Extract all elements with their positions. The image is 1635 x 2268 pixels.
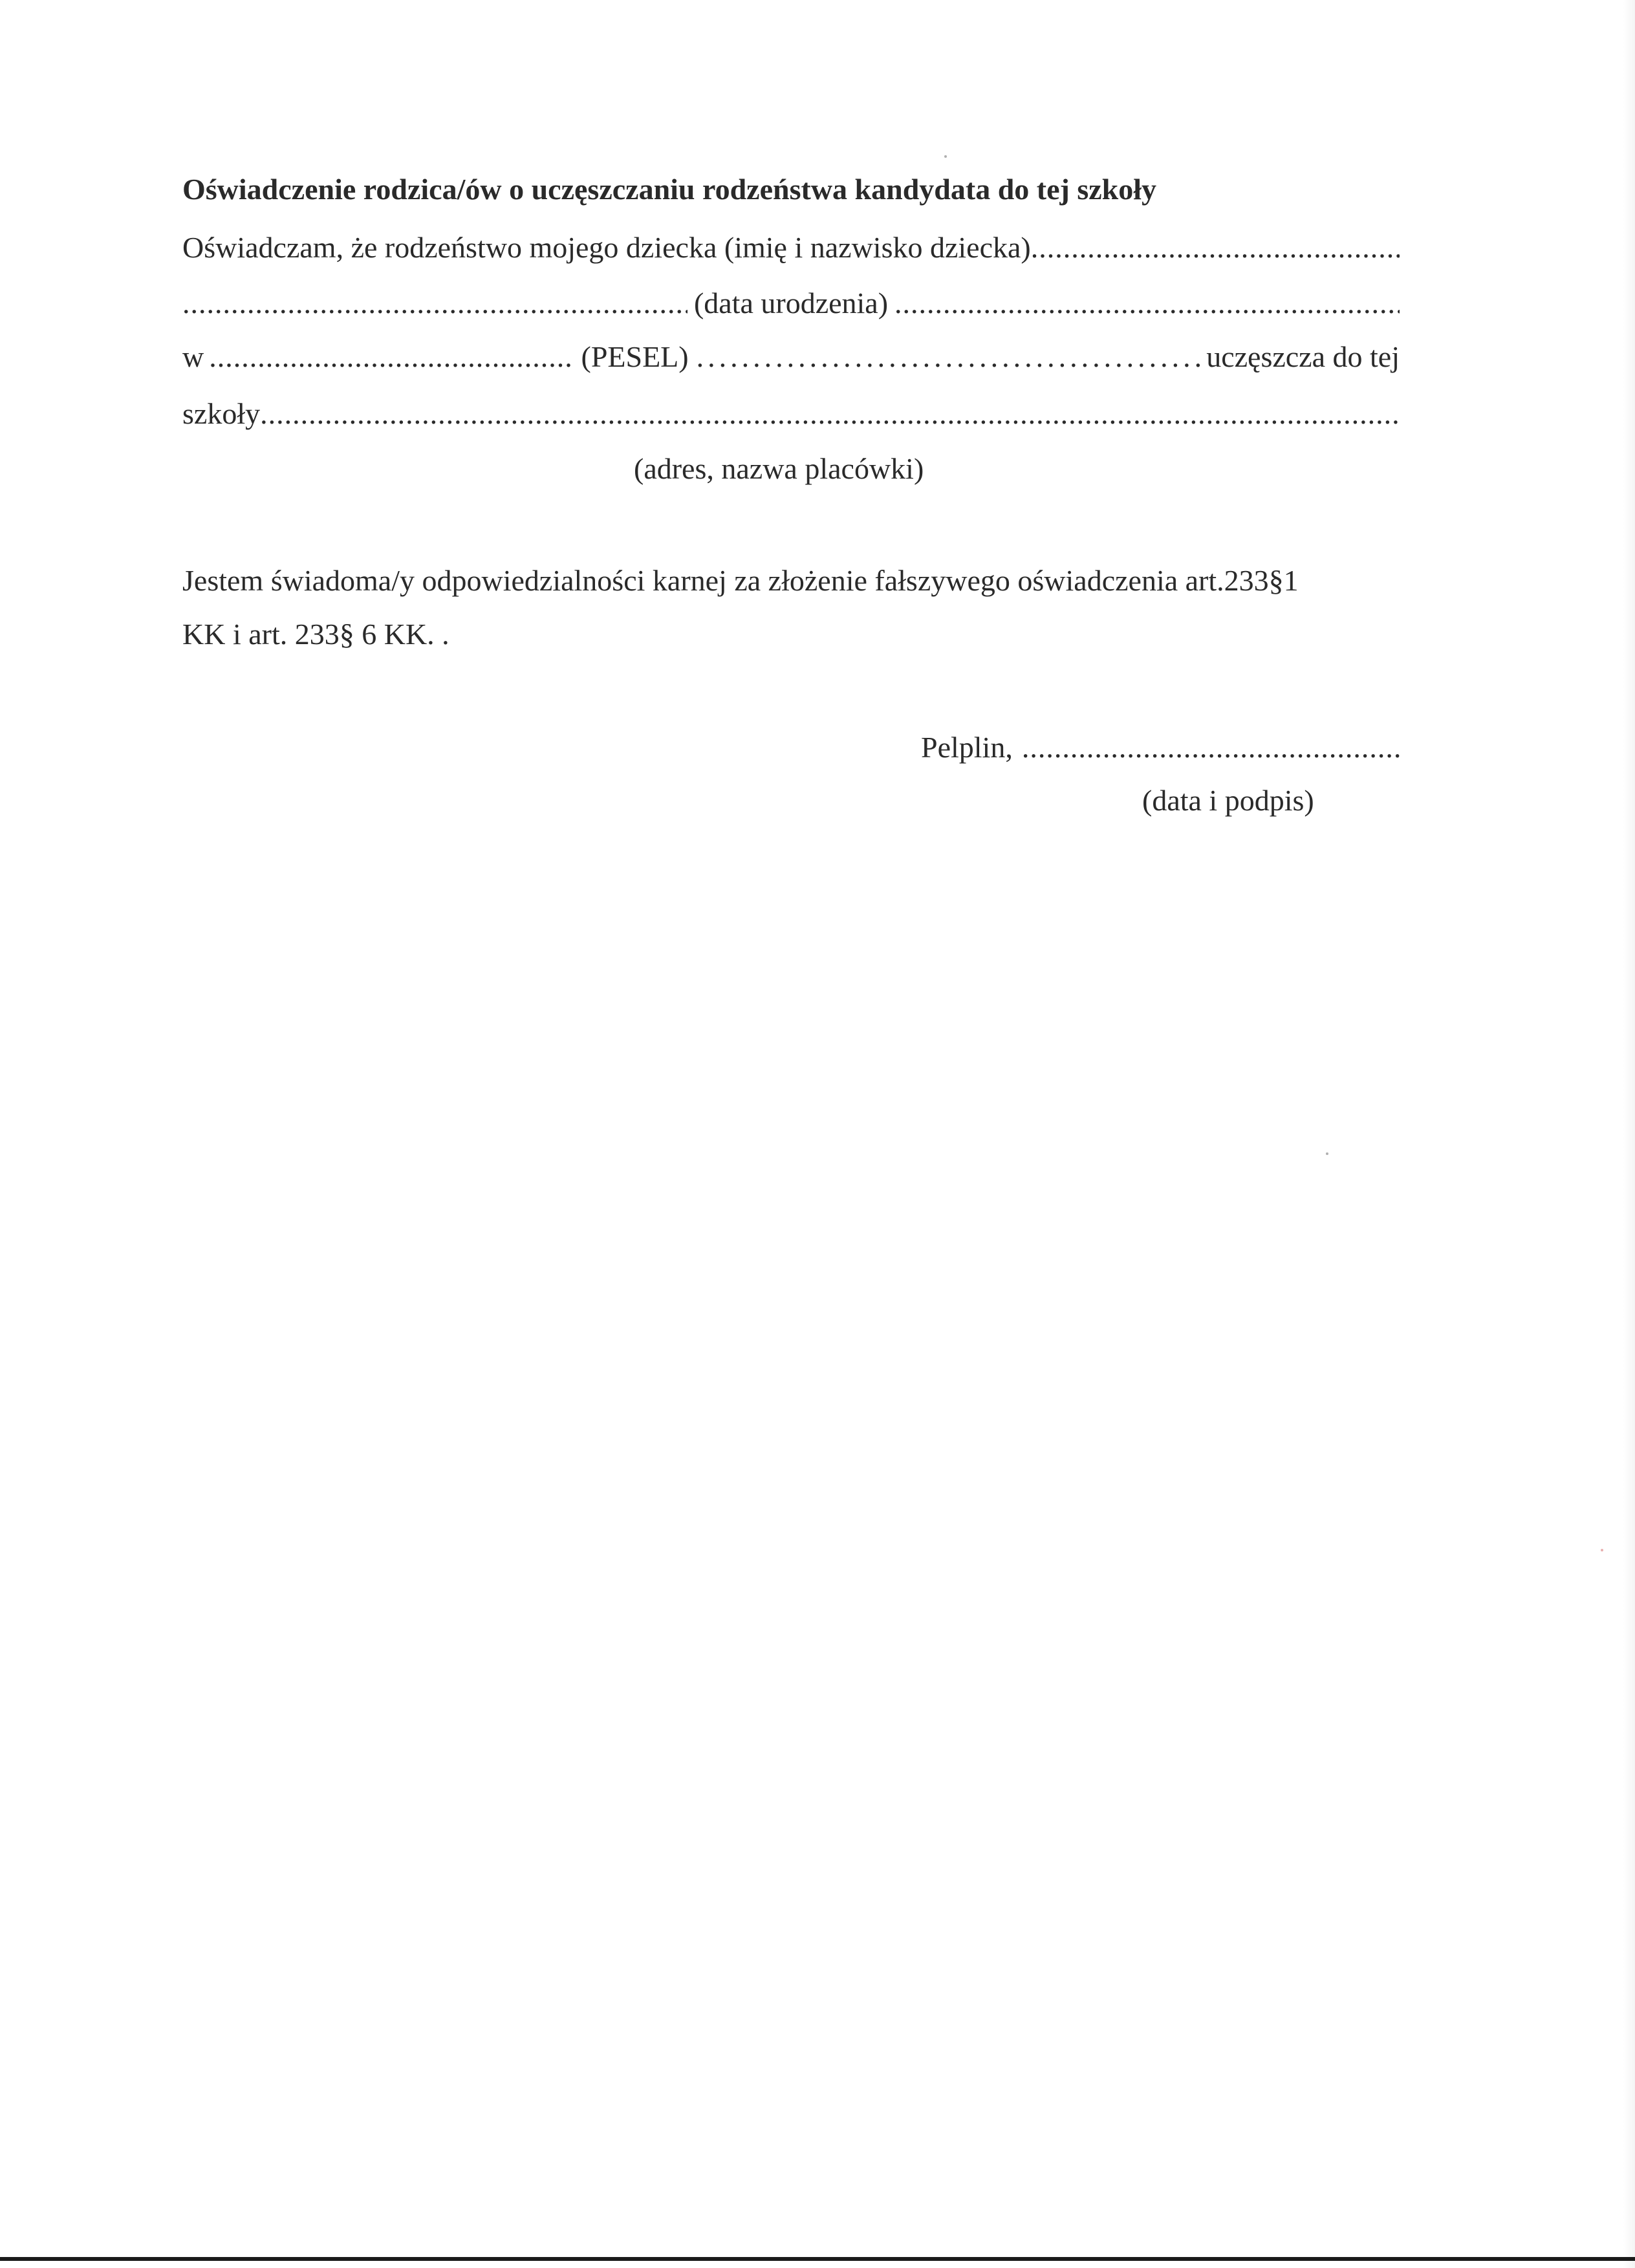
legal-notice-line-1: Jestem świadoma/y odpowiedzialności karnej za złożenie fałszywego oświadczenia art.233§1 <box>182 564 1299 597</box>
bottom-edge-line <box>0 2257 1635 2261</box>
signature-caption: (data i podpis) <box>1142 784 1314 817</box>
pesel-label: (PESEL) <box>581 340 689 373</box>
school-line <box>182 396 1400 432</box>
place-label: Pelplin, <box>921 731 1013 764</box>
date-signature-field[interactable] <box>1022 729 1400 766</box>
child-name-line <box>182 230 1400 266</box>
scan-speck <box>1326 1152 1328 1155</box>
scan-speck <box>944 155 947 158</box>
page-edge-shadow <box>1623 0 1635 2268</box>
scan-speck <box>1601 1549 1603 1551</box>
child-name-label: Oświadczam, że rodzeństwo mojego dziecka (imię i nazwisko dziecka) <box>182 231 1031 264</box>
birth-date-line <box>182 285 1400 321</box>
legal-notice-line-2: KK i art. 233§ 6 KK. . <box>182 618 449 651</box>
declaration-title: Oświadczenie rodzica/ów o uczęszczaniu rodzeństwa kandydata do tej szkoły <box>182 173 1157 206</box>
birth-date-label: (data urodzenia) <box>693 286 889 319</box>
child-name-field[interactable] <box>1031 230 1400 266</box>
address-caption: (adres, nazwa placówki) <box>634 452 924 485</box>
attends-label: uczęszcza do tej <box>1206 340 1400 373</box>
pesel-field[interactable] <box>697 339 1207 375</box>
birth-date-field[interactable] <box>894 285 1400 321</box>
place-date-line <box>921 729 1400 766</box>
school-field[interactable] <box>260 396 1400 432</box>
pesel-line <box>182 339 1400 375</box>
place-field[interactable] <box>209 339 573 375</box>
sibling-field[interactable] <box>182 285 688 321</box>
in-prefix: w <box>182 340 204 373</box>
school-label: szkoły <box>182 397 261 430</box>
